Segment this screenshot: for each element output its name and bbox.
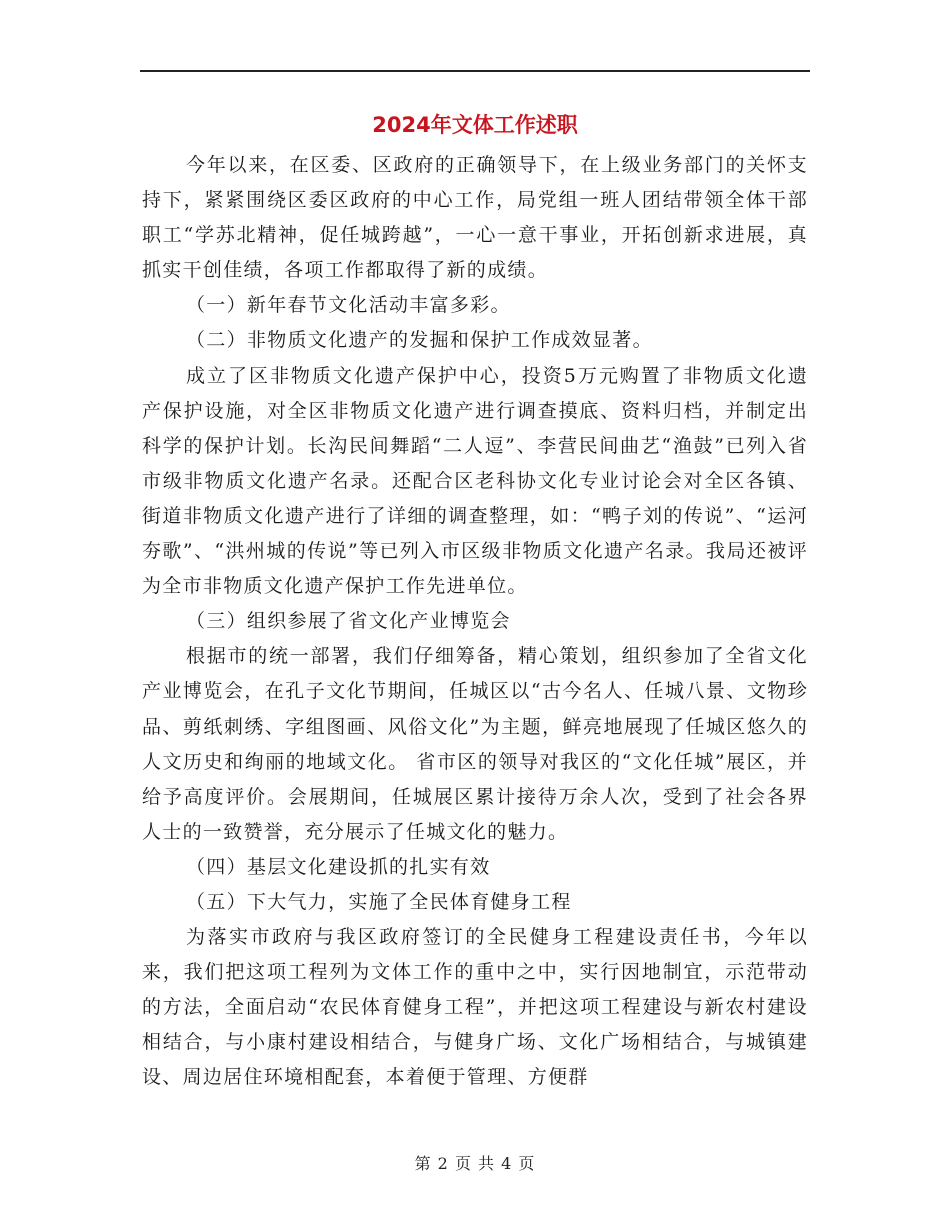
page-number: 第 2 页 共 4 页 xyxy=(414,1154,536,1173)
document-title: 2024年文体工作述职 xyxy=(372,113,578,137)
section-heading-2: （二）非物质文化遗产的发掘和保护工作成效显著。 xyxy=(186,329,653,352)
section-heading-3: （三）组织参展了省文化产业博览会 xyxy=(186,610,511,633)
section-heading-5: （五）下大气力，实施了全民体育健身工程 xyxy=(186,890,572,913)
section-heading-4: （四）基层文化建设抓的扎实有效 xyxy=(186,855,491,878)
paragraph-expo: 根据市的统一部署，我们仔细筹备，精心策划，组织参加了全省文化产业博览会，在孔子文化节期间，任城区以“古今名人、任城八景、文物珍品、剪纸刺绣、字组图画、风俗文化”为主题，鲜亮地展现了任城区悠久的人文历史和绚丽的地域文化。 省市区的领导对我区的“文化任城”展区，并给予高度评价。会展期间，任城展区累计接待万余人次，受到了社会各界人士的一致赞誉，充分展示了任城文化的魅力。 xyxy=(142,645,808,843)
paragraph-intro: 今年以来，在区委、区政府的正确领导下，在上级业务部门的关怀支持下，紧紧围绕区委区政府的中心工作，局党组一班人团结带领全体干部职工“学苏北精神，促任城跨越”，一心一意干事业，开拓创新求进展，真抓实干创佳绩，各项工作都取得了新的成绩。 xyxy=(142,154,808,282)
paragraph-fitness: 为落实市政府与我区政府签订的全民健身工程建设责任书，今年以来，我们把这项工程列为文体工作的重中之中，实行因地制宜，示范带动的方法，全面启动“农民体育健身工程”，并把这项工程建设与新农村建设相结合，与小康村建设相结合，与健身广场、文化广场相结合，与城镇建设、周边居住环境相配套，本着便于管理、方便群 xyxy=(142,926,808,1089)
header-rule xyxy=(140,70,810,72)
document-body xyxy=(142,148,808,1096)
paragraph-heritage: 成立了区非物质文化遗产保护中心，投资5万元购置了非物质文化遗产保护设施，对全区非物质文化遗产进行调查摸底、资料归档，并制定出科学的保护计划。长沟民间舞蹈“二人逗”、李营民间曲艺“渔鼓”已列入省市级非物质文化遗产名录。还配合区老科协文化专业讨论会对全区各镇、街道非物质文化遗产进行了详细的调查整理，如：“鸭子刘的传说”、“运河夯歌”、“洪州城的传说”等已列入市区级非物质文化遗产名录。我局还被评为全市非物质文化遗产保护工作先进单位。 xyxy=(142,364,808,598)
section-heading-1: （一）新年春节文化活动丰富多彩。 xyxy=(186,294,511,317)
